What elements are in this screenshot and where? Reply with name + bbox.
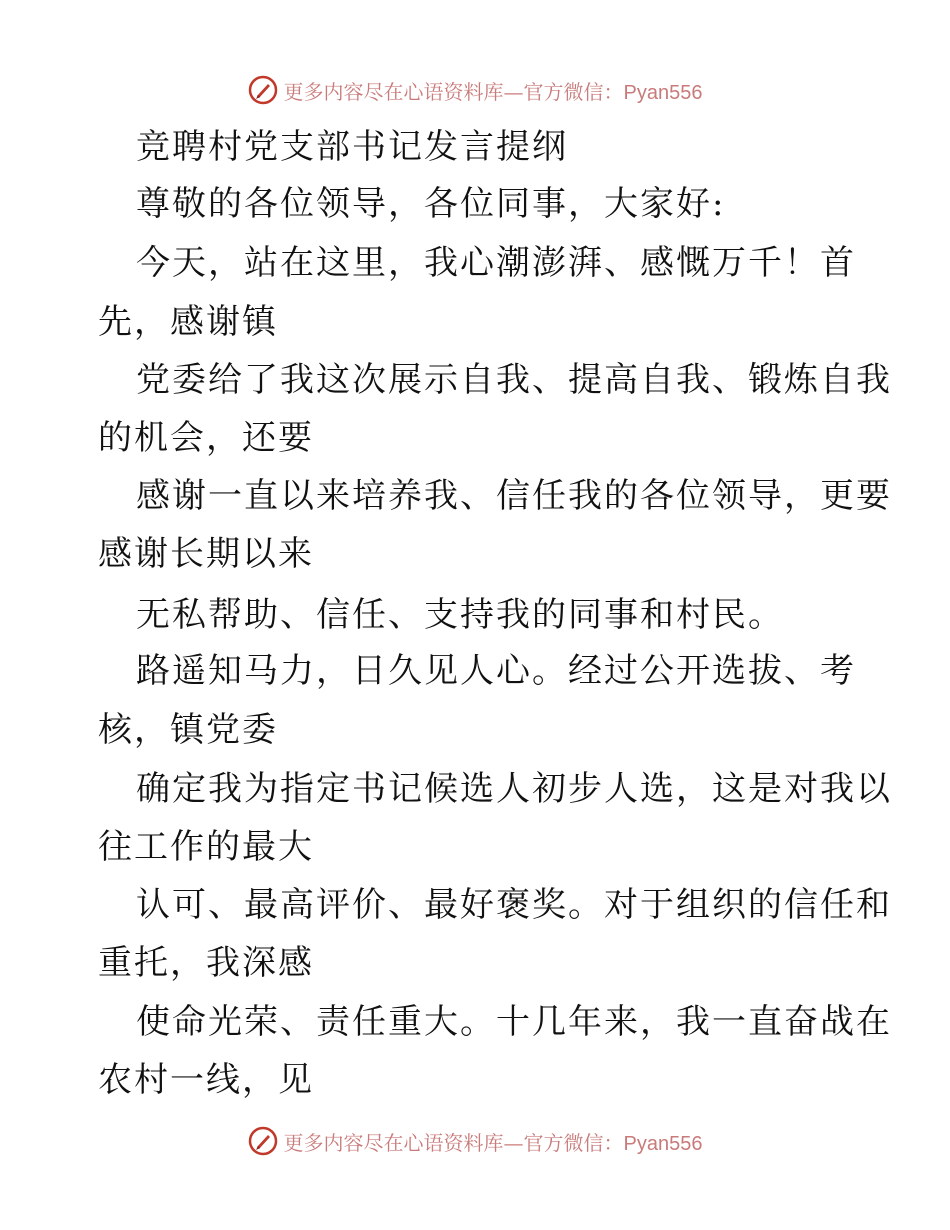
paragraph-line: 认可、最高评价、最好褒奖。对于组织的信任和 bbox=[136, 885, 892, 925]
header-watermark bbox=[0, 72, 950, 108]
paragraph-line: 核，镇党委 bbox=[98, 710, 278, 750]
watermark-text: 更多内容尽在心语资料库—官方微信：Pyan556 bbox=[283, 79, 703, 104]
paragraph-line: 感谢一直以来培养我、信任我的各位领导，更要 bbox=[136, 476, 892, 516]
paragraph-line: 重托，我深感 bbox=[98, 943, 314, 983]
quill-logo-icon bbox=[248, 1126, 278, 1156]
paragraph-line: 先，感谢镇 bbox=[98, 302, 278, 342]
paragraph-line: 感谢长期以来 bbox=[98, 534, 314, 574]
paragraph-line: 的机会，还要 bbox=[98, 418, 314, 458]
footer-watermark bbox=[0, 1123, 950, 1159]
paragraph-line: 确定我为指定书记候选人初步人选，这是对我以 bbox=[136, 769, 892, 809]
paragraph-line: 使命光荣、责任重大。十几年来，我一直奋战在 bbox=[136, 1002, 892, 1042]
paragraph-line: 农村一线，见 bbox=[98, 1060, 314, 1100]
document-title: 竞聘村党支部书记发言提纲 bbox=[136, 127, 568, 167]
quill-logo-icon bbox=[248, 75, 278, 105]
paragraph-line: 今天，站在这里，我心潮澎湃、感慨万千！首 bbox=[136, 243, 856, 283]
paragraph-line: 尊敬的各位领导，各位同事，大家好: bbox=[136, 184, 726, 224]
paragraph-line: 无私帮助、信任、支持我的同事和村民。 bbox=[136, 595, 784, 635]
paragraph-line: 路遥知马力，日久见人心。经过公开选拔、考 bbox=[136, 651, 856, 691]
paragraph-line: 往工作的最大 bbox=[98, 827, 314, 867]
watermark-text: 更多内容尽在心语资料库—官方微信：Pyan556 bbox=[283, 1130, 703, 1155]
paragraph-line: 党委给了我这次展示自我、提高自我、锻炼自我 bbox=[136, 360, 892, 400]
